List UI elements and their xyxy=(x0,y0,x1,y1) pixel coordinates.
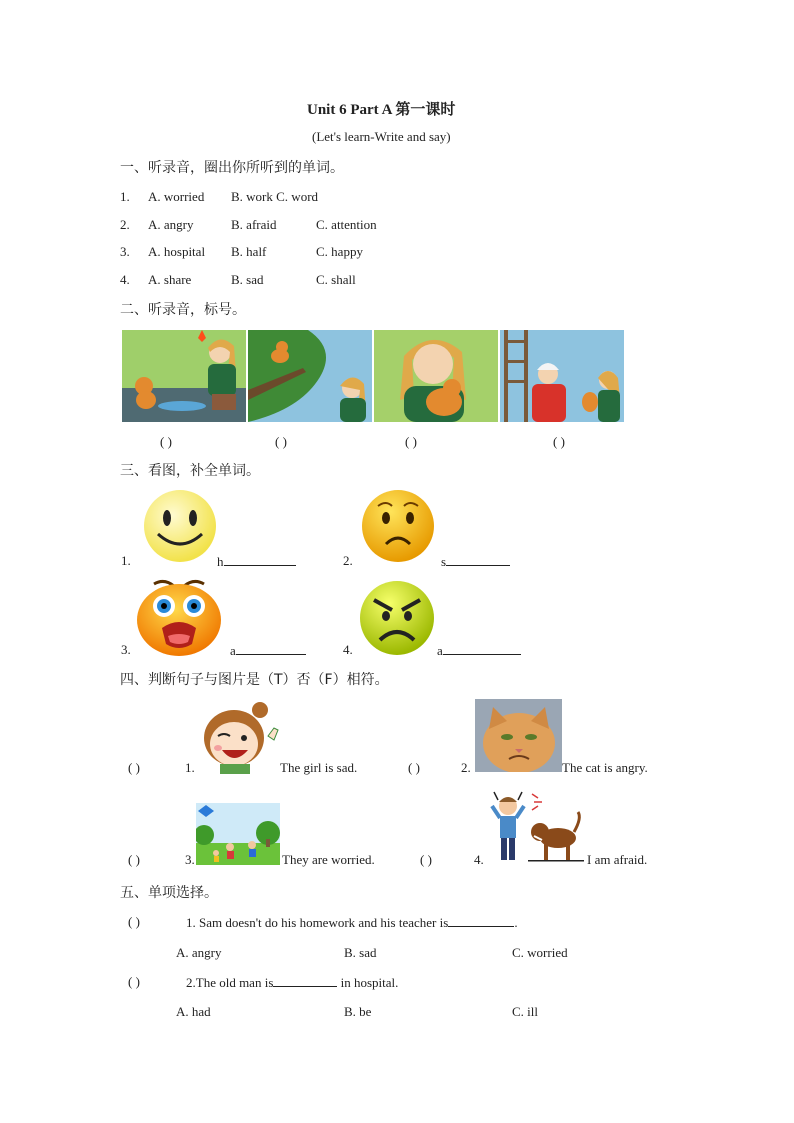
option-b: B. sad xyxy=(231,272,264,287)
sentence: The girl is sad. xyxy=(280,760,358,775)
sad-face-icon xyxy=(358,488,438,564)
option-c: C. happy xyxy=(316,244,363,259)
item-number: 1. xyxy=(185,760,195,775)
cat-in-tree-image xyxy=(248,330,372,422)
item-number: 3. xyxy=(121,642,131,657)
angry-cat-image xyxy=(475,699,562,772)
question-text: 1. Sam doesn't do his homework and his teacher is . xyxy=(186,915,518,930)
answer-paren[interactable]: ( ) xyxy=(408,760,420,775)
sentence: I am afraid. xyxy=(587,852,648,867)
answer-bracket: ( ) xyxy=(160,434,172,449)
boy-afraid-of-dog-image xyxy=(486,788,586,866)
page-subtitle: (Let's learn-Write and say) xyxy=(312,129,451,144)
section3-heading: 三、看图，补全单词。 xyxy=(120,463,260,479)
item-number: 3. xyxy=(185,852,195,867)
option-a: A. worried xyxy=(148,189,205,204)
word-blank[interactable]: s xyxy=(441,553,510,570)
section4-heading: 四、判断句子与图片是（T）否（F）相符。 xyxy=(120,672,389,688)
option-a: A. angry xyxy=(148,217,194,232)
answer-paren[interactable]: ( ) xyxy=(128,852,140,867)
answer-paren[interactable]: ( ) xyxy=(420,852,432,867)
afraid-face-icon xyxy=(134,578,224,658)
option-a: A. hospital xyxy=(148,244,206,259)
girl-cat-puddle-image xyxy=(122,330,246,422)
kids-in-park-image xyxy=(196,803,280,865)
word-blank[interactable]: a xyxy=(437,642,521,659)
answer-paren[interactable]: ( ) xyxy=(128,760,140,775)
option-a[interactable]: A. angry xyxy=(176,945,222,960)
section1-heading: 一、听录音，圈出你所听到的单词。 xyxy=(120,160,344,176)
option-c: C. attention xyxy=(316,217,377,232)
question-text: 2.The old man is in hospital. xyxy=(186,975,399,990)
page-title: Unit 6 Part A 第一课时 xyxy=(307,102,456,118)
item-number: 2. xyxy=(461,760,471,775)
option-b[interactable]: B. sad xyxy=(344,945,377,960)
item-number: 1. xyxy=(121,553,131,568)
option-b: B. half xyxy=(231,244,267,259)
word-blank[interactable]: h xyxy=(217,553,296,570)
item-number: 4. xyxy=(120,272,130,287)
section2-heading: 二、听录音，标号。 xyxy=(120,302,246,318)
answer-paren[interactable]: ( ) xyxy=(128,914,140,929)
answer-bracket: ( ) xyxy=(405,434,417,449)
item-number: 1. xyxy=(120,189,130,204)
item-number: 2. xyxy=(120,217,130,232)
answer-bracket: ( ) xyxy=(553,434,565,449)
angry-face-icon xyxy=(356,578,438,658)
item-number: 4. xyxy=(474,852,484,867)
option-c: C. shall xyxy=(316,272,356,287)
answer-paren[interactable]: ( ) xyxy=(128,974,140,989)
laughing-girl-image xyxy=(198,700,282,774)
sentence: The cat is angry. xyxy=(562,760,648,775)
option-c[interactable]: C. ill xyxy=(512,1004,539,1019)
option-b: B. work C. word xyxy=(231,189,319,204)
word-blank[interactable]: a xyxy=(230,642,306,659)
option-a: A. share xyxy=(148,272,192,287)
option-a[interactable]: A. had xyxy=(176,1004,211,1019)
happy-face-icon xyxy=(140,488,220,564)
fireman-ladder-image xyxy=(500,330,624,422)
option-b[interactable]: B. be xyxy=(344,1004,372,1019)
sentence: They are worried. xyxy=(282,852,375,867)
answer-bracket: ( ) xyxy=(275,434,287,449)
option-c[interactable]: C. worried xyxy=(512,945,568,960)
item-number: 3. xyxy=(120,244,130,259)
item-number: 4. xyxy=(343,642,353,657)
option-b: B. afraid xyxy=(231,217,277,232)
section5-heading: 五、单项选择。 xyxy=(120,885,218,901)
girl-holding-cat-image xyxy=(374,330,498,422)
item-number: 2. xyxy=(343,553,353,568)
